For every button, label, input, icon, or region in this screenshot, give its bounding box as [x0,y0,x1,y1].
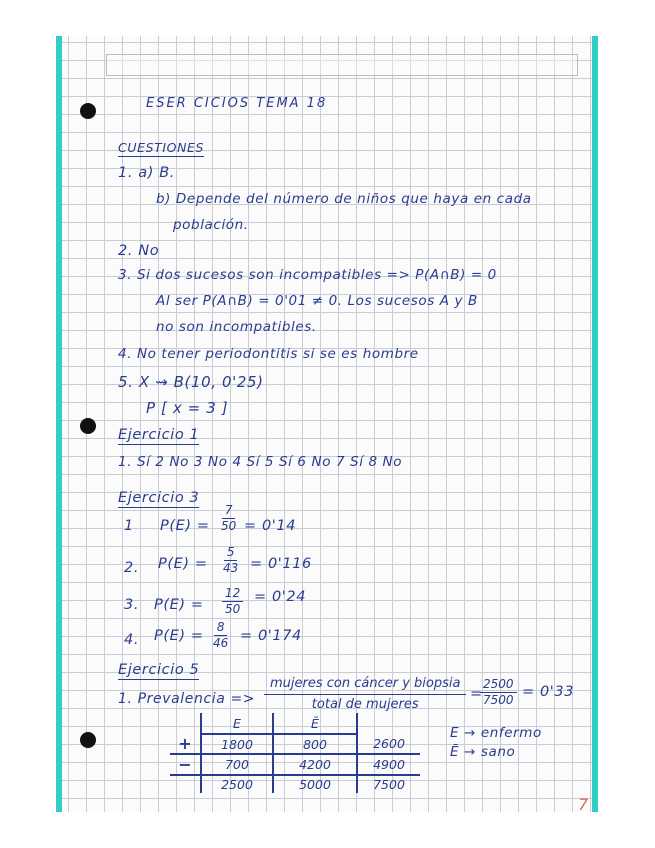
ej3-item4-label: 4. [124,632,140,648]
table-row [170,754,420,775]
ejercicio5-heading: Ejercicio 5 [118,662,200,678]
header-box [106,54,578,76]
cuestiones-heading: CUESTIONES [118,140,205,155]
denominator: 43 [223,561,239,575]
cell: 4900 [357,754,420,775]
ejercicio3-heading: Ejercicio 3 [118,490,200,506]
ej3-item3-lhs: P(E) = [154,597,204,613]
q3-line1: 3. Si dos sucesos son incompatibles => P(A∩B) = 0 [118,267,497,283]
ej3-item2-lhs: P(E) = [158,556,208,572]
cell: 2600 [357,734,420,754]
q4: 4. No tener periodontitis si se es hombre [118,346,419,362]
cell: 5000 [273,775,357,793]
numerator: 7 [222,503,236,519]
row-sign: − [170,754,201,775]
ej3-item4-lhs: P(E) = [154,628,204,644]
ej3-item2-label: 2. [124,560,140,576]
numerator: 5 [224,545,238,561]
cell: 700 [201,754,273,775]
value-numerator: 2500 [480,677,517,693]
prevalencia-label: 1. Prevalencia => [118,691,256,707]
ej3-item2-fraction [220,545,241,576]
numerator: 12 [222,586,243,602]
ej3-item4-result: = 0'174 [240,628,302,644]
ej3-item1-fraction [218,503,239,534]
cell: 4200 [273,754,357,775]
prevalencia-value-fraction [480,677,517,708]
cell: 7500 [357,775,420,793]
q2: 2. No [118,243,160,259]
prevalencia-result: = 0'33 [522,684,575,700]
denominator: 50 [225,602,241,616]
numerator: 8 [214,620,228,636]
ejercicio1-heading: Ejercicio 1 [118,427,200,443]
punch-hole [80,103,96,119]
q3-line2: Al ser P(A∩B) = 0'01 ≠ 0. Los sucesos A y B [156,293,478,309]
contingency-table [170,713,420,793]
legend-enfermo: E → enfermo [450,725,542,741]
ejercicio1-answers: 1. Sí 2 No 3 No 4 Sí 5 Sí 6 No 7 Sí 8 No [118,454,403,470]
denominator: 50 [221,519,237,533]
ej3-item3-result: = 0'24 [254,589,307,605]
prevalencia-fraction [264,674,466,715]
q3-line3: no son incompatibles. [156,319,317,335]
row-sign [170,775,201,793]
q1b-line1: b) Depende del número de niños que haya en cada [156,191,532,207]
ej3-item1-lhs: P(E) = [160,518,210,534]
q1b-line2: población. [173,217,249,233]
table-row [170,734,420,754]
prevalencia-numerator: mujeres con cáncer y biopsia [264,674,466,695]
header-e: E [201,713,273,734]
cell: 800 [273,734,357,754]
ej3-item4-fraction [210,620,231,651]
q1a: 1. a) B. [118,165,175,181]
value-denominator: 7500 [483,693,514,707]
ej3-item3-label: 3. [124,597,140,613]
legend-sano: Ē → sano [450,744,516,760]
denominator: 46 [213,636,229,650]
cell: 2500 [201,775,273,793]
equals-sign: = [470,686,483,702]
page-number: 7 [578,795,589,814]
prevalencia-denominator: total de mujeres [311,697,419,712]
ej3-item2-result: = 0'116 [250,556,312,572]
ej3-item1-result: = 0'14 [244,518,297,534]
q5-line1: 5. X ⇝ B(10, 0'25) [118,373,264,391]
row-sign: + [170,734,201,754]
header-ebar: Ē [273,713,357,734]
binding-edge-right [592,36,598,812]
punch-hole [80,418,96,434]
cell: 1800 [201,734,273,754]
ej3-item3-fraction [222,586,243,617]
punch-hole [80,732,96,748]
table-row [170,775,420,793]
table-header-row [170,713,420,734]
q5-line2: P [ x = 3 ] [146,399,229,417]
page-title: ESER CICIOS TEMA 18 [146,96,328,111]
ej3-item1-label: 1 [124,518,134,534]
